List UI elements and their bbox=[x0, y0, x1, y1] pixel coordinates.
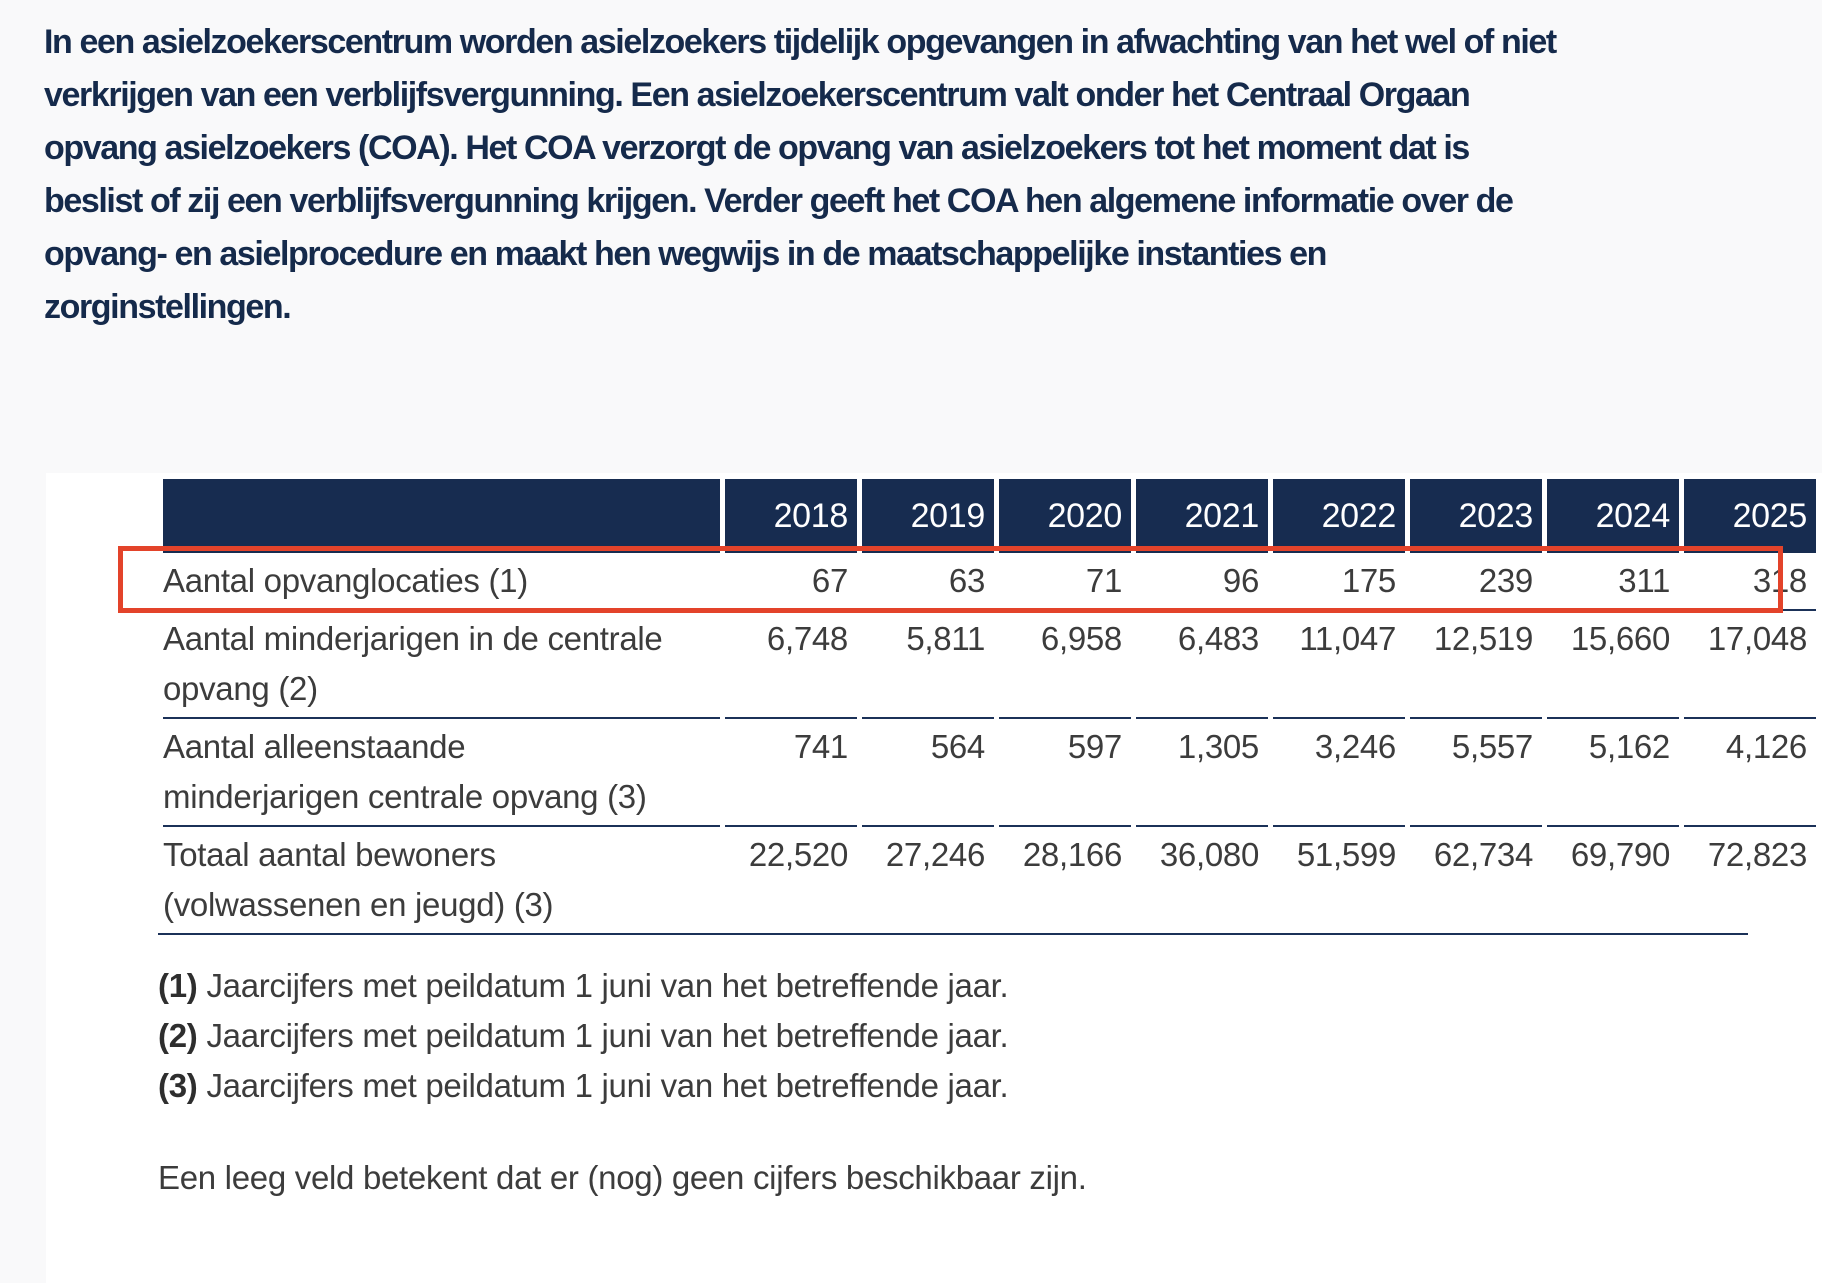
table-card bbox=[46, 473, 1822, 1283]
footnotes bbox=[158, 961, 1822, 1111]
year-header-2018: 2018 bbox=[725, 479, 857, 553]
year-header-2024: 2024 bbox=[1547, 479, 1679, 553]
year-header-2021: 2021 bbox=[1136, 479, 1268, 553]
cell-value: 27,246 bbox=[885, 836, 985, 873]
year-header-2020: 2020 bbox=[999, 479, 1131, 553]
cell-value: 5,557 bbox=[1410, 719, 1542, 827]
year-header-2022: 2022 bbox=[1273, 479, 1405, 553]
table-bottom-rule bbox=[158, 933, 1748, 935]
row-label: Aantal opvanglocaties (1) bbox=[163, 553, 720, 611]
cell-value: 15,660 bbox=[1547, 611, 1679, 719]
cell-value: 69,790 bbox=[1570, 836, 1670, 873]
year-header-2025: 2025 bbox=[1684, 479, 1816, 553]
cell-value: 5,162 bbox=[1547, 719, 1679, 827]
footnote-marker: (2) bbox=[158, 1017, 198, 1054]
row-label: Aantal alleenstaande minderjarigen centrale opvang (3) bbox=[163, 719, 720, 827]
year-header-2019: 2019 bbox=[862, 479, 994, 553]
table-row-minderjarigen bbox=[163, 611, 1816, 719]
cell-value: 6,958 bbox=[999, 611, 1131, 719]
cell-value: 71 bbox=[999, 553, 1131, 611]
data-table bbox=[158, 479, 1821, 933]
cell-value: 6,483 bbox=[1136, 611, 1268, 719]
cell-value: 3,246 bbox=[1273, 719, 1405, 827]
intro-paragraph: In een asielzoekerscentrum worden asielzoekers tijdelijk opgevangen in afwachting van het wel of niet verkrijgen van een verblijfsvergunning. Een asielzoekerscentrum valt onder het Centraal Orgaan opvang asielzoekers (COA). Het COA verzorgt de opvang van asielzoekers tot het moment dat is beslist of zij een verblijfsvergunning krijgen. Verder geeft het COA hen algemene informatie over de opvang- en asielprocedure en maakt hen wegwijs in de maatschappelijke instanties en zorginstellingen. bbox=[44, 23, 1556, 326]
row-label: Aantal minderjarigen in de centrale opvang (2) bbox=[163, 611, 720, 719]
table-row-alleenstaande-minderjarigen bbox=[163, 719, 1816, 827]
footnote-3 bbox=[158, 1061, 1822, 1111]
cell-value: 11,047 bbox=[1273, 611, 1405, 719]
cell-value: 1,305 bbox=[1136, 719, 1268, 827]
table-area bbox=[158, 473, 1807, 935]
cell-value: 17,048 bbox=[1684, 611, 1816, 719]
footnote-text: Jaarcijfers met peildatum 1 juni van het betreffende jaar. bbox=[206, 1067, 1009, 1104]
cell-value: 564 bbox=[862, 719, 994, 827]
year-header-2023: 2023 bbox=[1410, 479, 1542, 553]
cell-value: 5,811 bbox=[862, 611, 994, 719]
cell-value: 63 bbox=[862, 553, 994, 611]
footnote-2 bbox=[158, 1011, 1822, 1061]
cell-value: 12,519 bbox=[1410, 611, 1542, 719]
cell-value: 6,748 bbox=[725, 611, 857, 719]
cell-value: 22,520 bbox=[748, 836, 848, 873]
footnote-text: Jaarcijfers met peildatum 1 juni van het betreffende jaar. bbox=[206, 1017, 1009, 1054]
table-corner-cell bbox=[163, 479, 720, 553]
cell-value: 36,080 bbox=[1159, 836, 1259, 873]
table-row-opvanglocaties bbox=[163, 553, 1816, 611]
empty-field-note: Een leeg veld betekent dat er (nog) geen cijfers beschikbaar zijn. bbox=[158, 1159, 1087, 1196]
cell-value: 741 bbox=[725, 719, 857, 827]
footnote-1 bbox=[158, 961, 1822, 1011]
cell-value: 311 bbox=[1547, 553, 1679, 611]
footnote-marker: (1) bbox=[158, 967, 198, 1004]
footnote-text: Jaarcijfers met peildatum 1 juni van het betreffende jaar. bbox=[206, 967, 1009, 1004]
cell-value: 62,734 bbox=[1433, 836, 1533, 873]
cell-value: 96 bbox=[1136, 553, 1268, 611]
cell-value: 67 bbox=[725, 553, 857, 611]
cell-value: 4,126 bbox=[1684, 719, 1816, 827]
row-label: Totaal aantal bewoners (volwassenen en jeugd) (3) bbox=[163, 836, 554, 923]
cell-value: 318 bbox=[1684, 553, 1816, 611]
table-header-row bbox=[163, 479, 1816, 553]
cell-value: 72,823 bbox=[1707, 836, 1807, 873]
table-row-totaal-bewoners bbox=[163, 827, 1816, 933]
cell-value: 51,599 bbox=[1296, 836, 1396, 873]
cell-value: 175 bbox=[1273, 553, 1405, 611]
cell-value: 28,166 bbox=[1022, 836, 1122, 873]
footnote-marker: (3) bbox=[158, 1067, 198, 1104]
cell-value: 239 bbox=[1410, 553, 1542, 611]
cell-value: 597 bbox=[999, 719, 1131, 827]
